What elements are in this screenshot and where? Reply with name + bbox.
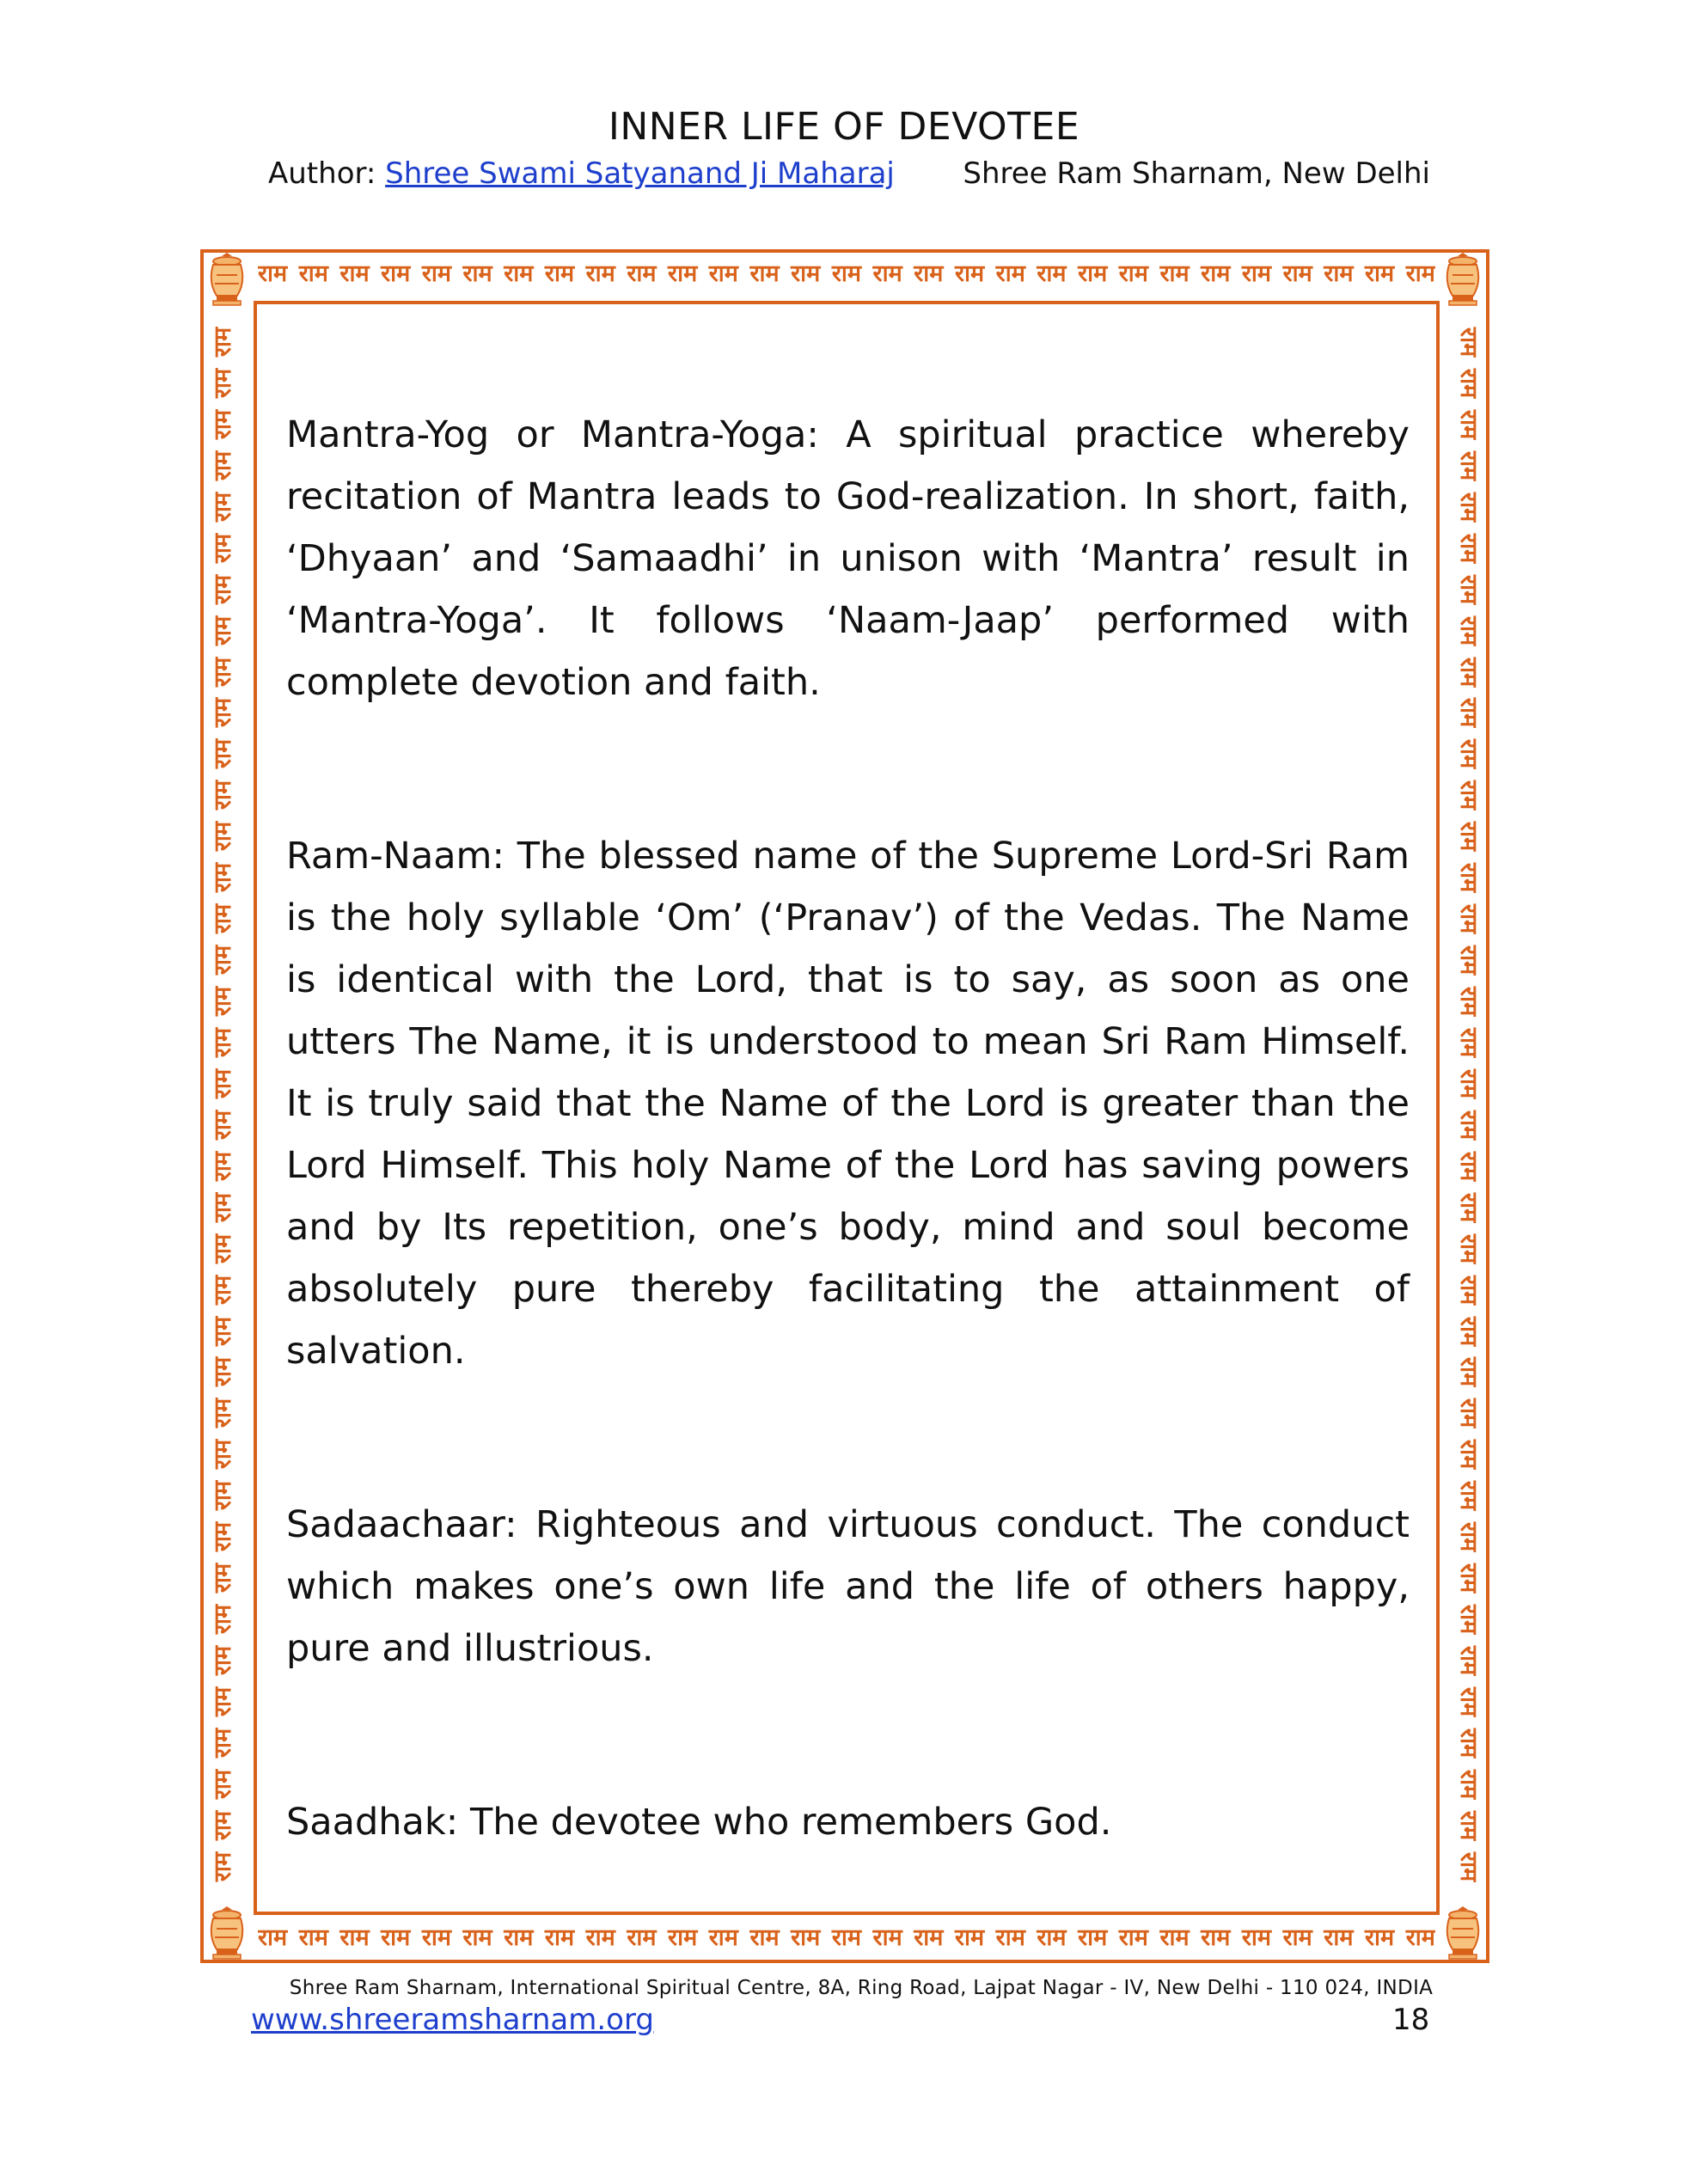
border-word: राम <box>1241 260 1272 287</box>
border-word: राम <box>1455 492 1482 522</box>
border-word: राम <box>1455 1645 1482 1676</box>
border-word: राम <box>1324 260 1354 287</box>
border-word: राम <box>1455 1481 1482 1511</box>
kalash-pot-icon <box>205 1906 249 1960</box>
border-word: राम <box>1455 615 1482 645</box>
border-word: राम <box>627 1924 657 1951</box>
border-word: राम <box>210 1851 236 1881</box>
border-text-top <box>258 254 1435 289</box>
border-word: राम <box>1282 260 1312 287</box>
border-word: राम <box>210 945 236 976</box>
border-word: राम <box>1455 450 1482 480</box>
border-word: राम <box>1455 1728 1482 1758</box>
border-word: राम <box>504 260 534 287</box>
border-word: राम <box>210 698 236 728</box>
border-word: राम <box>210 904 236 934</box>
border-word: राम <box>1455 533 1482 563</box>
border-word: राम <box>1455 1440 1482 1470</box>
border-word: राम <box>1455 1027 1482 1058</box>
border-word: राम <box>210 1522 236 1552</box>
border-word: राम <box>339 260 370 287</box>
paragraph-saadhak: Saadhak: The devotee who remembers God. <box>286 1801 1112 1844</box>
paragraph-sadaachaar: Sadaachaar: Righteous and virtuous conduct. The conduct which makes one’s own life and the life of others happy, pure and illustrious. <box>286 1503 1410 1670</box>
border-word: राम <box>749 260 780 287</box>
border-word: राम <box>1455 945 1482 976</box>
border-word: राम <box>1324 1924 1354 1951</box>
border-word: राम <box>210 368 236 399</box>
border-word: राम <box>1455 1522 1482 1552</box>
border-word: राम <box>1455 368 1482 399</box>
border-word: राम <box>210 1686 236 1717</box>
border-word: राम <box>210 1563 236 1594</box>
border-word: राम <box>914 1924 944 1951</box>
paragraph-ram-naam: Ram-Naam: The blessed name of the Supreme Lord-Sri Ram is the holy syllable ‘Om’ (‘Pranav’) of the Vedas. The Name is identical with the Lord, that is to say, as soon as one utters The Name, it is understood to mean Sri Ram Himself. It is truly said that the Name of the Lord is greater than the Lord Himself. This holy Name of the Lord has saving powers and by Its repetition, one’s body, mind and soul become absolutely pure thereby facilitating the attainment of salvation. <box>286 835 1410 1373</box>
border-word: राम <box>210 1316 236 1346</box>
border-word: राम <box>1078 1924 1108 1951</box>
border-word: राम <box>995 260 1025 287</box>
page-number: 18 <box>1392 2003 1430 2037</box>
border-word: राम <box>210 409 236 439</box>
border-word: राम <box>210 492 236 522</box>
border-text-right <box>1451 325 1485 1884</box>
border-word: राम <box>668 260 698 287</box>
border-word: राम <box>1405 1924 1435 1951</box>
border-word: राम <box>210 1110 236 1140</box>
border-word: राम <box>210 739 236 769</box>
border-word: राम <box>749 1924 780 1951</box>
border-word: राम <box>708 1924 738 1951</box>
border-word: राम <box>210 986 236 1017</box>
border-word: राम <box>210 1645 236 1676</box>
border-word: राम <box>1201 260 1231 287</box>
border-word: राम <box>995 1924 1025 1951</box>
border-word: राम <box>381 260 411 287</box>
border-word: राम <box>1455 1192 1482 1222</box>
border-word: राम <box>708 260 738 287</box>
border-word: राम <box>210 1357 236 1387</box>
kalash-pot-icon <box>1440 253 1485 306</box>
border-word: राम <box>585 1924 615 1951</box>
border-word: राम <box>210 1481 236 1511</box>
border-word: राम <box>1455 1151 1482 1181</box>
border-word: राम <box>668 1924 698 1951</box>
border-word: राम <box>462 260 492 287</box>
border-word: राम <box>1455 327 1482 358</box>
border-word: राम <box>1455 1357 1482 1387</box>
border-word: राम <box>1455 986 1482 1017</box>
border-word: राम <box>1455 1275 1482 1305</box>
border-word: राम <box>210 533 236 563</box>
border-word: राम <box>381 1924 411 1951</box>
border-word: राम <box>210 1440 236 1470</box>
paragraph-mantra-yoga: Mantra-Yog or Mantra-Yoga: A spiritual practice whereby recitation of Mantra leads to God-realization. In short, faith, ‘Dhyaan’ and ‘Samaadhi’ in unison with ‘Mantra’ result in ‘Mantra-Yoga’. It follows ‘Naam-Jaap’ performed with complete devotion and faith. <box>286 413 1410 704</box>
border-word: राम <box>954 260 985 287</box>
website-link[interactable]: www.shreeramsharnam.org <box>251 2003 654 2037</box>
border-word: राम <box>1405 260 1435 287</box>
border-word: राम <box>258 260 288 287</box>
border-word: राम <box>872 260 902 287</box>
content-body <box>286 404 1410 1853</box>
border-word: राम <box>1455 1810 1482 1840</box>
organization-name: Shree Ram Sharnam, New Delhi <box>963 156 1430 191</box>
border-word: राम <box>1282 1924 1312 1951</box>
border-word: राम <box>1455 657 1482 687</box>
border-word: राम <box>1455 574 1482 604</box>
border-word: राम <box>1364 1924 1395 1951</box>
border-word: राम <box>210 1275 236 1305</box>
border-text-left <box>206 325 241 1884</box>
border-word: राम <box>210 574 236 604</box>
border-word: राम <box>210 450 236 480</box>
border-word: राम <box>1455 863 1482 893</box>
border-word: राम <box>210 1027 236 1058</box>
border-word: राम <box>1037 260 1067 287</box>
border-word: राम <box>210 1151 236 1181</box>
border-word: राम <box>210 657 236 687</box>
border-word: राम <box>1455 1686 1482 1717</box>
border-word: राम <box>585 260 615 287</box>
border-word: राम <box>210 1810 236 1840</box>
border-word: राम <box>1455 1398 1482 1428</box>
author-line <box>268 156 895 191</box>
border-word: राम <box>210 1728 236 1758</box>
border-word: राम <box>1455 409 1482 439</box>
border-word: राम <box>914 260 944 287</box>
border-word: राम <box>298 260 328 287</box>
border-word: राम <box>1455 1604 1482 1635</box>
footer-address: Shree Ram Sharnam, International Spiritual Centre, 8A, Ring Road, Lajpat Nagar - IV, New Delhi - 110 024, INDIA <box>289 1977 1434 1999</box>
border-word: राम <box>421 1924 451 1951</box>
border-word: राम <box>1455 1233 1482 1263</box>
border-word: राम <box>831 1924 862 1951</box>
border-word: राम <box>1078 260 1108 287</box>
border-word: राम <box>791 260 821 287</box>
border-word: राम <box>210 1604 236 1635</box>
border-word: राम <box>210 863 236 893</box>
border-word: राम <box>258 1924 288 1951</box>
border-word: राम <box>210 1068 236 1098</box>
border-word: राम <box>954 1924 985 1951</box>
border-word: राम <box>544 1924 575 1951</box>
kalash-pot-icon <box>205 253 249 306</box>
border-word: राम <box>1118 260 1148 287</box>
border-word: राम <box>1364 260 1395 287</box>
border-word: राम <box>1455 698 1482 728</box>
border-word: राम <box>210 780 236 811</box>
kalash-pot-icon <box>1440 1906 1485 1960</box>
border-word: राम <box>791 1924 821 1951</box>
border-word: राम <box>210 822 236 852</box>
border-word: राम <box>1037 1924 1067 1951</box>
border-word: राम <box>298 1924 328 1951</box>
border-word: राम <box>1159 260 1190 287</box>
border-word: राम <box>504 1924 534 1951</box>
header-line <box>268 156 1430 191</box>
border-word: राम <box>210 1192 236 1222</box>
border-word: राम <box>1455 904 1482 934</box>
border-word: राम <box>1455 739 1482 769</box>
author-label: Author: <box>268 156 376 191</box>
border-word: राम <box>462 1924 492 1951</box>
border-word: राम <box>1201 1924 1231 1951</box>
border-word: राम <box>1455 780 1482 811</box>
border-word: राम <box>210 615 236 645</box>
border-word: राम <box>1455 1068 1482 1098</box>
border-word: राम <box>1455 1769 1482 1799</box>
border-word: राम <box>831 260 862 287</box>
border-word: राम <box>339 1924 370 1951</box>
border-word: राम <box>1455 1563 1482 1594</box>
border-word: राम <box>421 260 451 287</box>
document-title: INNER LIFE OF DEVOTEE <box>608 105 1080 149</box>
border-text-bottom <box>258 1918 1435 1953</box>
border-word: राम <box>1241 1924 1272 1951</box>
border-word: राम <box>1455 1316 1482 1346</box>
border-word: राम <box>1455 1110 1482 1140</box>
border-word: राम <box>1455 822 1482 852</box>
border-word: राम <box>872 1924 902 1951</box>
author-link[interactable]: Shree Swami Satyanand Ji Maharaj <box>385 156 895 191</box>
border-word: राम <box>210 327 236 358</box>
border-word: राम <box>1118 1924 1148 1951</box>
border-word: राम <box>1455 1851 1482 1881</box>
border-word: राम <box>1159 1924 1190 1951</box>
border-word: राम <box>210 1769 236 1799</box>
border-word: राम <box>544 260 575 287</box>
border-word: राम <box>627 260 657 287</box>
border-word: राम <box>210 1398 236 1428</box>
border-word: राम <box>210 1233 236 1263</box>
